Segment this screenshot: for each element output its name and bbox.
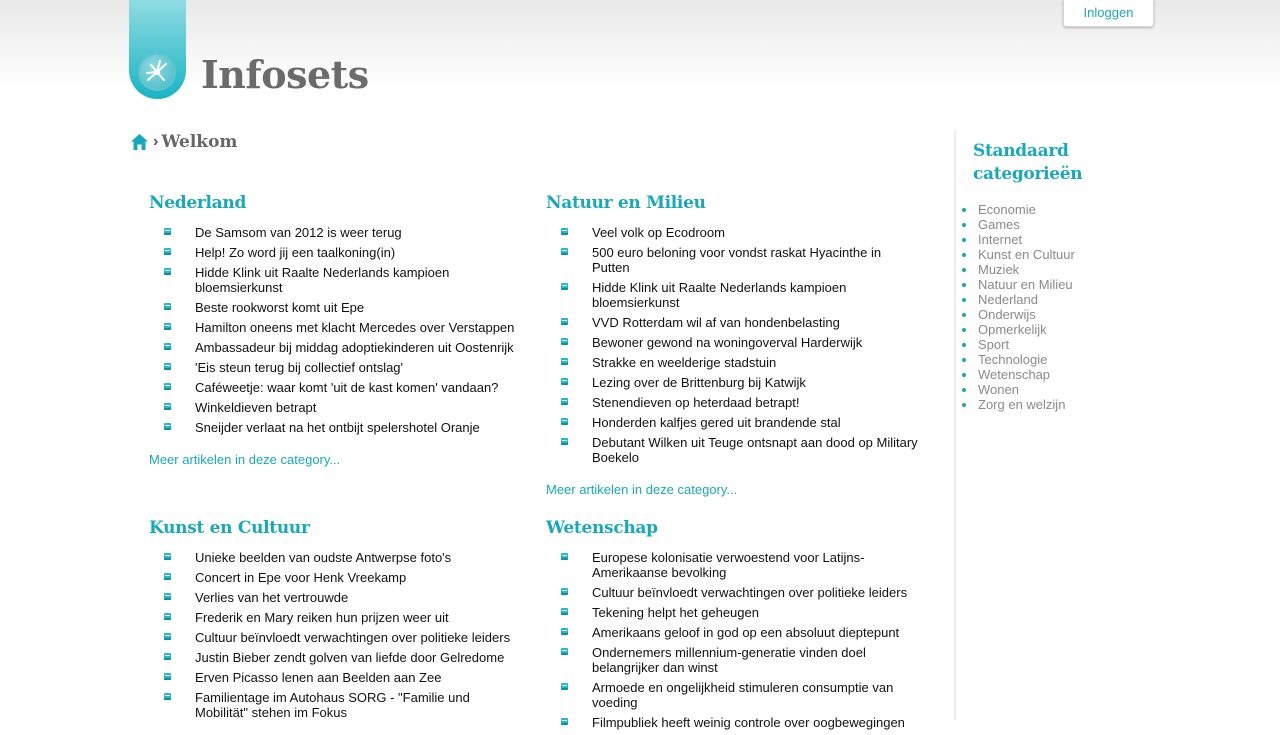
- article-bullet-icon: [561, 683, 568, 690]
- article-bullet-icon: [164, 403, 171, 410]
- sidebar-item-technologie[interactable]: Technologie: [973, 352, 1133, 367]
- sidebar-item-games[interactable]: Games: [973, 217, 1133, 232]
- sidebar-item-natuur-en-milieu[interactable]: Natuur en Milieu: [973, 277, 1133, 292]
- article-bullet-icon: [561, 648, 568, 655]
- article-link[interactable]: Stenendieven op heterdaad betrapt!: [592, 395, 800, 410]
- list-item[interactable]: [149, 340, 521, 355]
- sidebar-item-sport[interactable]: Sport: [973, 337, 1133, 352]
- sidebar-item-kunst-en-cultuur[interactable]: Kunst en Cultuur: [973, 247, 1133, 262]
- article-bullet-icon: [561, 248, 568, 255]
- list-item[interactable]: [149, 320, 521, 335]
- logo[interactable]: [129, 0, 186, 99]
- article-bullet-icon: [164, 303, 171, 310]
- article-bullet-icon: [164, 593, 171, 600]
- article-link[interactable]: Caféweetje: waar komt 'uit de kast komen' vandaan?: [195, 380, 499, 395]
- article-link[interactable]: Concert in Epe voor Henk Vreekamp: [195, 570, 407, 585]
- article-link[interactable]: Tekening helpt het geheugen: [592, 605, 759, 620]
- article-list: [546, 225, 918, 465]
- article-list: [149, 225, 521, 435]
- sidebar-item-economie[interactable]: Economie: [973, 202, 1133, 217]
- logo-icon: [138, 53, 176, 91]
- article-link[interactable]: VVD Rotterdam wil af van hondenbelasting: [592, 315, 840, 330]
- article-link[interactable]: Cultuur beïnvloedt verwachtingen over politieke leiders: [195, 630, 511, 645]
- list-item[interactable]: [546, 280, 918, 310]
- article-list: [149, 550, 521, 720]
- article-link[interactable]: 'Eis steun terug bij collectief ontslag': [195, 360, 404, 375]
- list-item[interactable]: [149, 610, 521, 625]
- article-link[interactable]: Help! Zo word jij een taalkoning(in): [195, 245, 396, 260]
- article-bullet-icon: [561, 378, 568, 385]
- article-bullet-icon: [561, 283, 568, 290]
- section-kunst-en-cultuur: [149, 518, 521, 725]
- article-bullet-icon: [164, 673, 171, 680]
- article-bullet-icon: [561, 628, 568, 635]
- list-item[interactable]: [149, 420, 521, 435]
- article-link[interactable]: De Samsom van 2012 is weer terug: [195, 225, 402, 240]
- article-bullet-icon: [561, 608, 568, 615]
- article-link[interactable]: Justin Bieber zendt golven van liefde door Gelredome: [195, 650, 505, 665]
- sidebar-item-opmerkelijk[interactable]: Opmerkelijk: [973, 322, 1133, 337]
- section-title[interactable]: Kunst en Cultuur: [149, 518, 310, 538]
- section-natuur-en-milieu: [546, 193, 918, 497]
- article-link[interactable]: Hamilton oneens met klacht Mercedes over Verstappen: [195, 320, 515, 335]
- list-item[interactable]: [149, 265, 521, 295]
- article-link[interactable]: 500 euro beloning voor vondst raskat Hyacinthe in Putten: [592, 245, 882, 275]
- breadcrumb-separator-icon: ›: [153, 133, 159, 150]
- article-bullet-icon: [561, 438, 568, 445]
- article-bullet-icon: [164, 363, 171, 370]
- section-nederland: [149, 193, 521, 467]
- article-bullet-icon: [561, 398, 568, 405]
- list-item[interactable]: [149, 300, 521, 315]
- list-item[interactable]: [149, 590, 521, 605]
- article-bullet-icon: [561, 418, 568, 425]
- article-bullet-icon: [164, 553, 171, 560]
- article-link[interactable]: Unieke beelden van oudste Antwerpse foto's: [195, 550, 452, 565]
- sidebar-item-internet[interactable]: Internet: [973, 232, 1133, 247]
- site-title: Infosets: [201, 52, 369, 97]
- article-link[interactable]: Ambassadeur bij middag adoptiekinderen uit Oostenrijk: [195, 340, 514, 355]
- list-item[interactable]: [546, 395, 918, 410]
- list-item[interactable]: [546, 625, 918, 640]
- list-item[interactable]: [149, 245, 521, 260]
- article-bullet-icon: [164, 573, 171, 580]
- article-link[interactable]: Erven Picasso lenen aan Beelden aan Zee: [195, 670, 442, 685]
- article-bullet-icon: [164, 343, 171, 350]
- breadcrumb: [130, 130, 237, 154]
- section-wetenschap: [546, 518, 918, 735]
- article-bullet-icon: [561, 318, 568, 325]
- article-link[interactable]: Ondernemers millennium-generatie vinden doel belangrijker dan winst: [592, 645, 866, 675]
- section-title[interactable]: Nederland: [149, 193, 247, 213]
- article-link[interactable]: Bewoner gewond na woningoverval Harderwijk: [592, 335, 863, 350]
- breadcrumb-current: Welkom: [161, 132, 238, 152]
- article-bullet-icon: [164, 633, 171, 640]
- list-item[interactable]: [546, 415, 918, 430]
- list-item[interactable]: [149, 690, 521, 720]
- sidebar-item-onderwijs[interactable]: Onderwijs: [973, 307, 1133, 322]
- article-link[interactable]: Honderden kalfjes gered uit brandende stal: [592, 415, 841, 430]
- article-link[interactable]: Filmpubliek heeft weinig controle over oogbewegingen: [592, 715, 905, 730]
- list-item[interactable]: [546, 435, 918, 465]
- list-item[interactable]: [149, 570, 521, 585]
- home-icon[interactable]: [130, 133, 149, 151]
- list-item[interactable]: [546, 375, 918, 390]
- article-bullet-icon: [164, 268, 171, 275]
- article-list: [546, 550, 918, 730]
- list-item[interactable]: [546, 585, 918, 600]
- list-item[interactable]: [546, 680, 918, 710]
- more-articles-link[interactable]: Meer artikelen in deze category...: [546, 482, 738, 497]
- article-link[interactable]: Frederik en Mary reiken hun prijzen weer uit: [195, 610, 449, 625]
- list-item[interactable]: [546, 645, 918, 675]
- sidebar-item-muziek[interactable]: Muziek: [973, 262, 1133, 277]
- article-link[interactable]: Lezing over de Brittenburg bij Katwijk: [592, 375, 806, 390]
- list-item[interactable]: [149, 650, 521, 665]
- article-link[interactable]: Familientage im Autohaus SORG - "Familie und Mobilität" stehen im Fokus: [195, 690, 470, 720]
- category-list: [973, 202, 1133, 412]
- list-item[interactable]: [546, 715, 918, 730]
- list-item[interactable]: [546, 315, 918, 330]
- article-bullet-icon: [561, 338, 568, 345]
- article-bullet-icon: [164, 613, 171, 620]
- article-bullet-icon: [561, 358, 568, 365]
- list-item[interactable]: [149, 670, 521, 685]
- article-bullet-icon: [561, 553, 568, 560]
- article-link[interactable]: Armoede en ongelijkheid stimuleren consumptie van voeding: [592, 680, 894, 710]
- list-item[interactable]: [546, 355, 918, 370]
- sidebar-item-zorg-en-welzijn[interactable]: Zorg en welzijn: [973, 397, 1133, 412]
- article-link[interactable]: Veel volk op Ecodroom: [592, 225, 725, 240]
- sidebar-divider: [954, 130, 956, 720]
- article-bullet-icon: [164, 383, 171, 390]
- article-link[interactable]: Debutant Wilken uit Teuge ontsnapt aan dood op Military Boekelo: [592, 435, 918, 465]
- list-item[interactable]: [546, 225, 918, 240]
- article-link[interactable]: Hidde Klink uit Raalte Nederlands kampioen bloemsierkunst: [195, 265, 450, 295]
- list-item[interactable]: [546, 605, 918, 620]
- article-bullet-icon: [164, 693, 171, 700]
- list-item[interactable]: [546, 550, 918, 580]
- sidebar-title: Standaard categorieën: [973, 141, 1083, 184]
- list-item[interactable]: [149, 550, 521, 565]
- article-link[interactable]: Strakke en weelderige stadstuin: [592, 355, 777, 370]
- list-item[interactable]: [149, 380, 521, 395]
- list-item[interactable]: [149, 400, 521, 415]
- article-bullet-icon: [561, 228, 568, 235]
- article-link[interactable]: Hidde Klink uit Raalte Nederlands kampioen bloemsierkunst: [592, 280, 847, 310]
- more-articles-link[interactable]: Meer artikelen in deze category...: [149, 452, 341, 467]
- list-item[interactable]: [149, 630, 521, 645]
- list-item[interactable]: [546, 335, 918, 350]
- article-bullet-icon: [164, 423, 171, 430]
- sidebar-item-wetenschap[interactable]: Wetenschap: [973, 367, 1133, 382]
- article-link[interactable]: Cultuur beïnvloedt verwachtingen over politieke leiders: [592, 585, 908, 600]
- article-bullet-icon: [561, 718, 568, 725]
- article-link[interactable]: Europese kolonisatie verwoestend voor Latijns-Amerikaanse bevolking: [592, 550, 865, 580]
- article-link[interactable]: Winkeldieven betrapt: [195, 400, 317, 415]
- article-link[interactable]: Beste rookworst komt uit Epe: [195, 300, 365, 315]
- login-button[interactable]: Inloggen: [1063, 0, 1154, 27]
- sidebar: [973, 140, 1133, 412]
- article-bullet-icon: [164, 228, 171, 235]
- article-link[interactable]: Sneijder verlaat na het ontbijt spelershotel Oranje: [195, 420, 480, 435]
- article-link[interactable]: Verlies van het vertrouwde: [195, 590, 349, 605]
- sidebar-item-nederland[interactable]: Nederland: [973, 292, 1133, 307]
- list-item[interactable]: [546, 245, 918, 275]
- article-bullet-icon: [561, 588, 568, 595]
- article-link[interactable]: Amerikaans geloof in god op een absoluut dieptepunt: [592, 625, 900, 640]
- article-bullet-icon: [164, 653, 171, 660]
- article-bullet-icon: [164, 248, 171, 255]
- list-item[interactable]: [149, 225, 521, 240]
- list-item[interactable]: [149, 360, 521, 375]
- article-bullet-icon: [164, 323, 171, 330]
- sidebar-item-wonen[interactable]: Wonen: [973, 382, 1133, 397]
- section-title[interactable]: Wetenschap: [546, 518, 658, 538]
- section-title[interactable]: Natuur en Milieu: [546, 193, 706, 213]
